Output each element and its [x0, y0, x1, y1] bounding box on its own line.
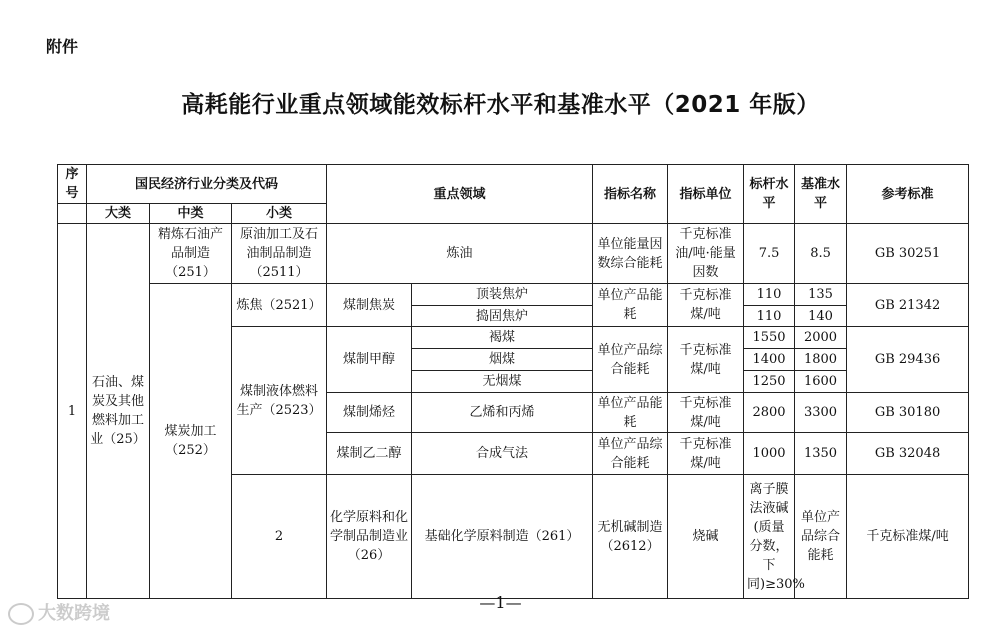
sub-area-cell: 褐煤 [412, 327, 593, 349]
header-medium: 中类 [150, 204, 232, 224]
watermark [8, 599, 110, 625]
indicator-name-cell: 单位产品综合能耗 [593, 327, 668, 393]
sub-area-cell: 离子膜法液碱(质量分数，下同)≥30% [744, 475, 795, 599]
indicator-name-cell: 单位产品能耗 [593, 393, 668, 433]
benchmark-cell: 110 [744, 284, 795, 306]
indicator-unit-cell: 千克标准煤/吨 [668, 327, 744, 393]
reference-cell: GB 21342 [847, 284, 969, 327]
sub-area-cell: 顶装焦炉 [412, 284, 593, 306]
indicator-name-cell: 单位能量因数综合能耗 [593, 224, 668, 284]
reference-cell: GB 30251 [847, 224, 969, 284]
baseline-cell: 1600 [795, 371, 847, 393]
indicator-unit-cell: 千克标准煤/吨 [668, 284, 744, 327]
indicator-unit-cell: 千克标准油/吨·能量因数 [668, 224, 744, 284]
major-category-cell: 化学原料和化学制品制造业（26） [327, 475, 412, 599]
baseline-cell: 1350 [795, 433, 847, 475]
reference-cell: GB 32048 [847, 433, 969, 475]
header-baseline: 基准水平 [795, 165, 847, 224]
page-number: —1— [479, 593, 522, 612]
baseline-cell: 3300 [795, 393, 847, 433]
medium-category-cell: 煤炭加工（252） [150, 284, 232, 599]
reference-cell: GB 30180 [847, 393, 969, 433]
header-minor: 小类 [232, 204, 327, 224]
key-area-cell: 炼油 [327, 224, 593, 284]
header-seq: 序号 [58, 165, 87, 204]
table-row [58, 284, 969, 306]
baseline-cell: 8.5 [795, 224, 847, 284]
key-area-cell: 烧碱 [668, 475, 744, 599]
baseline-cell: 1800 [795, 349, 847, 371]
attachment-label: 附件 [46, 37, 79, 56]
sub-area-cell: 合成气法 [412, 433, 593, 475]
reference-cell: GB 29436 [847, 327, 969, 393]
medium-category-cell: 基础化学原料制造（261） [412, 475, 593, 599]
seq-cell: 2 [232, 475, 327, 599]
benchmark-cell: 1000 [744, 433, 795, 475]
header-indicator-name: 指标名称 [593, 165, 668, 224]
key-area-cell: 煤制甲醇 [327, 327, 412, 393]
sub-area-cell: 无烟煤 [412, 371, 593, 393]
watermark-logo-icon [8, 603, 34, 625]
watermark-text: 大数跨境 [38, 603, 110, 624]
medium-category-cell: 精炼石油产品制造（251） [150, 224, 232, 284]
benchmark-cell: 1550 [744, 327, 795, 349]
benchmark-cell: 2800 [744, 393, 795, 433]
header-industry-group: 国民经济行业分类及代码 [87, 165, 327, 204]
indicator-name-cell: 单位产品综合能耗 [593, 433, 668, 475]
header-reference: 参考标准 [847, 165, 969, 224]
efficiency-table [57, 164, 969, 599]
benchmark-cell: 110 [744, 306, 795, 327]
minor-category-cell: 原油加工及石油制品制造（2511） [232, 224, 327, 284]
baseline-cell: 135 [795, 284, 847, 306]
page-title: 高耗能行业重点领域能效标杆水平和基准水平（2021 年版） [181, 92, 820, 118]
header-seq-cont [58, 204, 87, 224]
baseline-cell: 140 [795, 306, 847, 327]
table-row [58, 224, 969, 284]
sub-area-cell: 乙烯和丙烯 [412, 393, 593, 433]
benchmark-cell: 1400 [744, 349, 795, 371]
sub-area-cell: 捣固焦炉 [412, 306, 593, 327]
baseline-cell: 2000 [795, 327, 847, 349]
header-benchmark: 标杆水平 [744, 165, 795, 224]
major-category-cell: 石油、煤炭及其他燃料加工业（25） [87, 224, 150, 599]
indicator-unit-cell: 千克标准煤/吨 [668, 393, 744, 433]
minor-category-cell: 无机碱制造（2612） [593, 475, 668, 599]
sub-area-cell: 烟煤 [412, 349, 593, 371]
indicator-unit-cell: 千克标准煤/吨 [668, 433, 744, 475]
indicator-unit-cell: 千克标准煤/吨 [847, 475, 969, 599]
indicator-name-cell: 单位产品能耗 [593, 284, 668, 327]
header-indicator-unit: 指标单位 [668, 165, 744, 224]
key-area-cell: 煤制乙二醇 [327, 433, 412, 475]
benchmark-cell: 1250 [744, 371, 795, 393]
indicator-name-cell: 单位产品综合能耗 [795, 475, 847, 599]
key-area-cell: 煤制烯烃 [327, 393, 412, 433]
seq-cell: 1 [58, 224, 87, 599]
minor-category-cell: 煤制液体燃料生产（2523） [232, 327, 327, 475]
header-major: 大类 [87, 204, 150, 224]
header-row-1 [58, 165, 969, 204]
header-key-area: 重点领域 [327, 165, 593, 224]
minor-category-cell: 炼焦（2521） [232, 284, 327, 327]
benchmark-cell: 7.5 [744, 224, 795, 284]
key-area-cell: 煤制焦炭 [327, 284, 412, 327]
